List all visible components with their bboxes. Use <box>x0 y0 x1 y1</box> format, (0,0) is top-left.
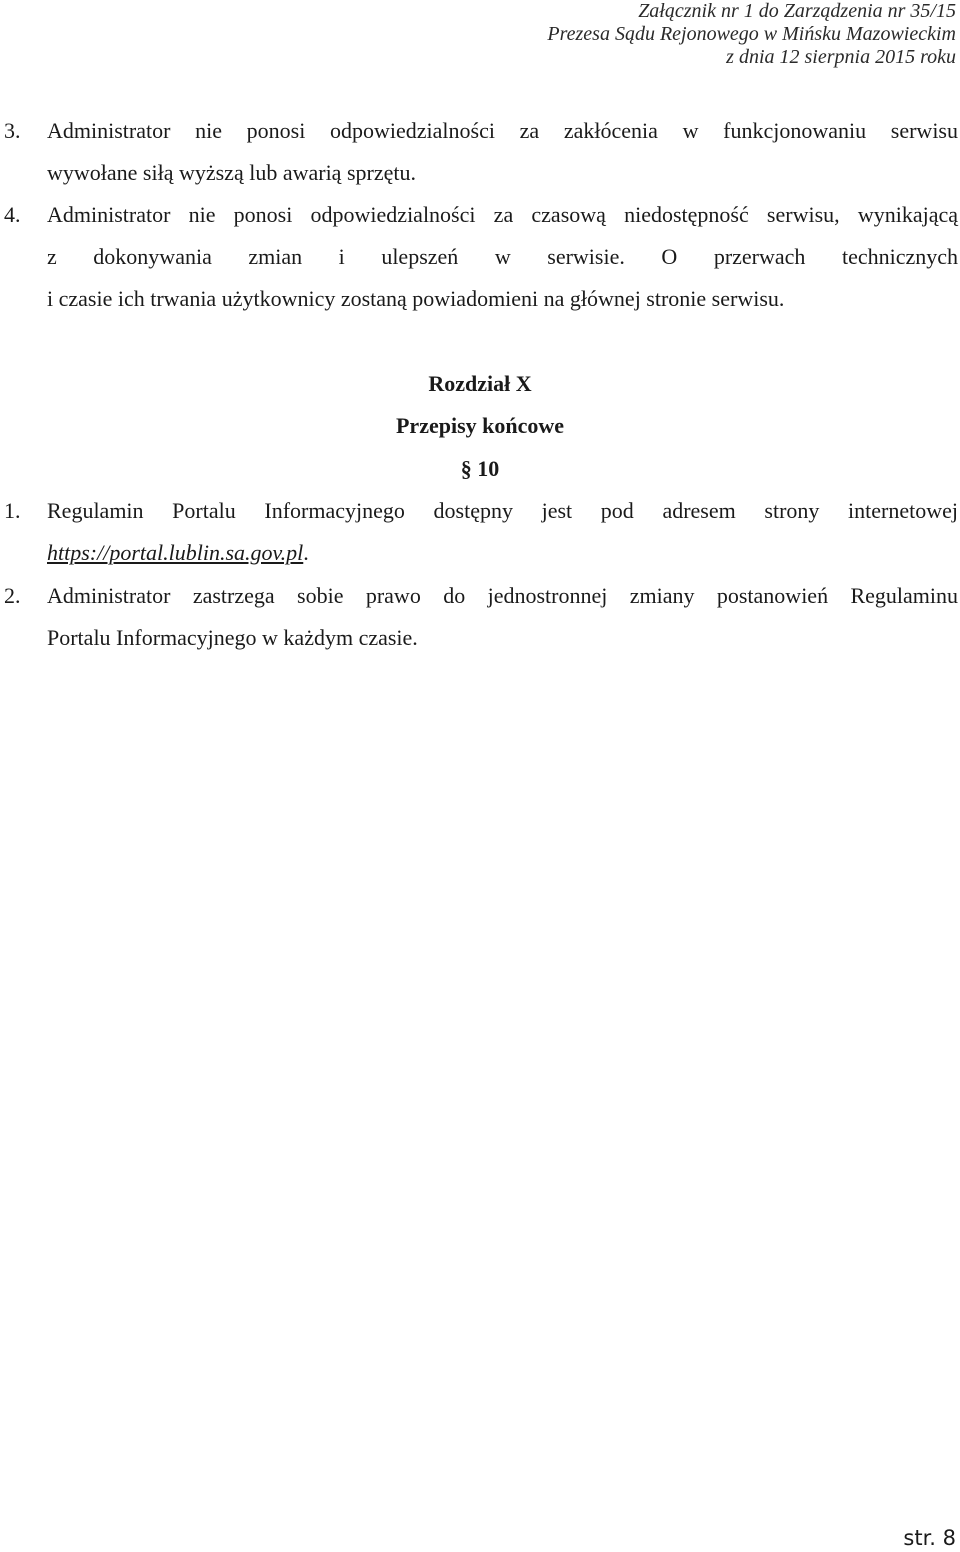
header-line-attachment: Załącznik nr 1 do Zarządzenia nr 35/15 <box>638 0 956 22</box>
text-line: Portalu Informacyjnego w każdym czasie. <box>47 625 418 650</box>
text-line: i czasie ich trwania użytkownicy zostaną powiadomieni na głównej stronie serwisu. <box>47 286 785 311</box>
list-item-text <box>47 110 958 194</box>
list-item-text <box>47 490 958 574</box>
list-item <box>0 490 960 574</box>
text-line: wywołane siłą wyższą lub awarią sprzętu. <box>47 160 416 185</box>
text-line: Administrator nie ponosi odpowiedzialności za zakłócenia w funkcjonowaniu serwisu <box>47 118 958 143</box>
list-item-number: 4. <box>4 202 21 227</box>
paragraph-number: § 10 <box>460 456 500 481</box>
text-line: z dokonywania zmian i ulepszeń w serwisie. O przerwach technicznych <box>47 244 958 269</box>
list-item-number: 3. <box>4 118 21 143</box>
list-item <box>0 575 960 659</box>
text-line: Regulamin Portalu Informacyjnego dostępny jest pod adresem strony internetowej <box>47 498 958 523</box>
list-item-number: 1. <box>4 498 21 523</box>
chapter-title: Rozdział X <box>428 371 532 396</box>
text-line: Administrator zastrzega sobie prawo do jednostronnej zmiany postanowień Regulaminu <box>47 583 958 608</box>
document-header <box>547 0 956 69</box>
list-item-number: 2. <box>4 583 21 608</box>
portal-link[interactable]: https://portal.lublin.sa.gov.pl <box>47 540 304 565</box>
header-line-date: z dnia 12 sierpnia 2015 roku <box>726 46 956 68</box>
list-item-text <box>47 575 958 659</box>
list-item <box>0 110 960 194</box>
text-line: Administrator nie ponosi odpowiedzialności za czasową niedostępność serwisu, wynikającą <box>47 202 958 227</box>
list-item <box>0 194 960 320</box>
list-item-text <box>47 194 958 320</box>
chapter-subtitle: Przepisy końcowe <box>395 413 565 438</box>
page-number: str. 8 <box>903 1526 956 1550</box>
link-suffix: . <box>303 540 309 565</box>
header-line-issuer: Prezesa Sądu Rejonowego w Mińsku Mazowieckim <box>547 23 956 45</box>
text-line <box>47 532 958 574</box>
